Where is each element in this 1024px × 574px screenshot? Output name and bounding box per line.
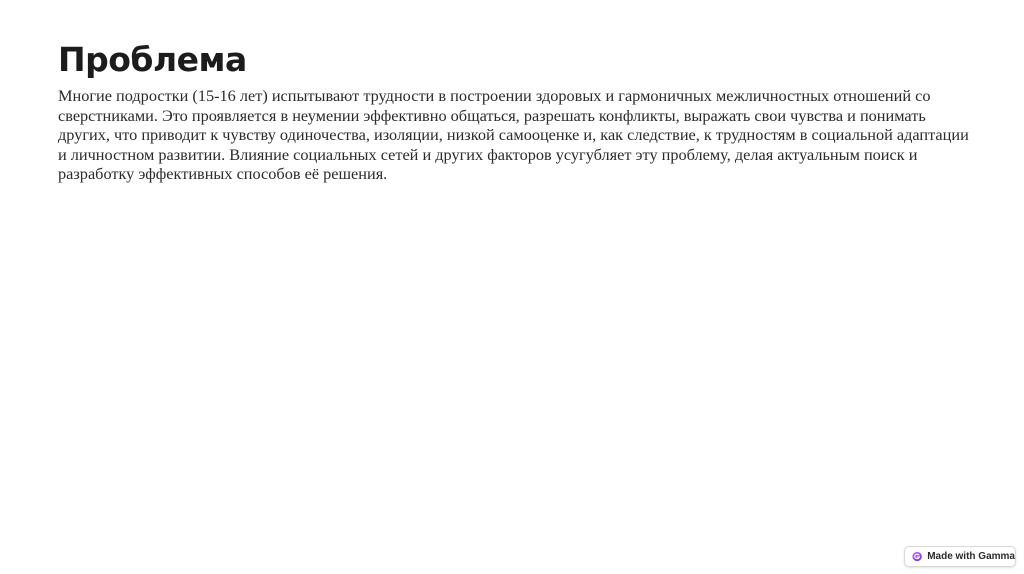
- badge-label: Made with Gamma: [927, 551, 1015, 562]
- slide-body-text: Многие подростки (15-16 лет) испытывают трудности в построении здоровых и гармоничных межличностных отношений со сверстниками. Это проявляется в неумении эффективно общаться, разрешать конфликты, выражать свои чувства и понимать других, что приводит к чувству одиночества, изоляции, низкой самооценке и, как следствие, к трудностям в социальной адаптации и личностном развитии. Влияние социальных сетей и других факторов усугубляет эту проблему, делая актуальным поиск и разработку эффективных способов её решения.: [58, 86, 969, 184]
- made-with-gamma-badge[interactable]: [904, 546, 1016, 567]
- gamma-logo-icon: [912, 551, 922, 562]
- slide-title: Проблема: [58, 40, 247, 79]
